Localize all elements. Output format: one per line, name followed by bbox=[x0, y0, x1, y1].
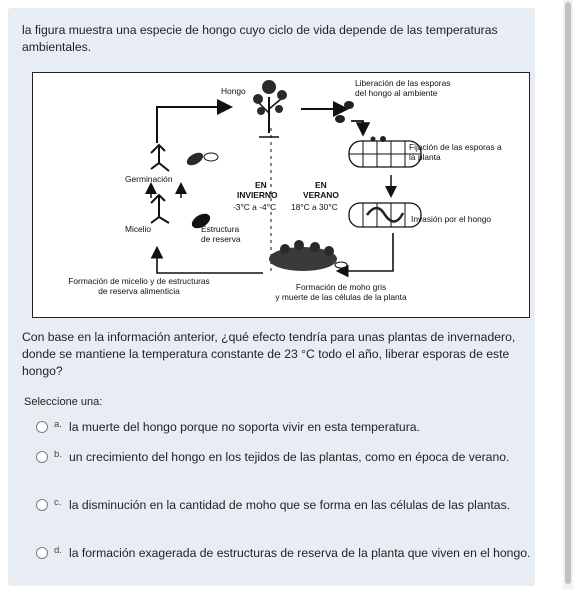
option-a-text: la muerte del hongo porque no soporta vivir en esta temperatura. bbox=[69, 420, 420, 434]
label-formacion-moho: Formación de moho gris bbox=[295, 282, 387, 292]
label-liberacion: Liberación de las esporas bbox=[355, 78, 451, 88]
cycle-arrow-bottom-left bbox=[157, 249, 263, 273]
label-estructura-2: de reserva bbox=[201, 234, 241, 244]
label-fijacion-2: la planta bbox=[409, 152, 441, 162]
label-invasion: Invasión por el hongo bbox=[411, 214, 492, 224]
label-formacion-micelio: Formación de micelio y de estructuras bbox=[68, 276, 210, 286]
select-one-label: Seleccione una: bbox=[24, 396, 103, 408]
option-b-radio[interactable] bbox=[36, 451, 48, 463]
option-d-letter: d. bbox=[54, 545, 62, 556]
option-d-text: la formación exagerada de estructuras de reserva de la planta que viven en el hongo. bbox=[69, 546, 531, 560]
option-b-letter: b. bbox=[54, 449, 62, 460]
option-d-radio[interactable] bbox=[36, 547, 48, 559]
option-c-radio[interactable] bbox=[36, 499, 48, 511]
cycle-arrow-top-left bbox=[157, 107, 229, 143]
label-invierno: INVIERNO bbox=[237, 190, 278, 200]
label-hongo: Hongo bbox=[221, 86, 246, 96]
label-micelio: Micelio bbox=[125, 224, 152, 234]
option-c-letter: c. bbox=[54, 497, 62, 508]
label-formacion-moho-2: y muerte de las células de la planta bbox=[275, 292, 407, 302]
label-temp-invierno: -3°C a -4°C bbox=[233, 202, 276, 212]
question-intro: la figura muestra una especie de hongo cuyo ciclo de vida depende de las temperaturas ambientales. bbox=[22, 23, 498, 54]
option-b-text: un crecimiento del hongo en los tejidos de las plantas, como en época de verano. bbox=[69, 450, 510, 464]
label-verano: VERANO bbox=[303, 190, 339, 200]
label-fijacion: Fijación de las esporas a bbox=[409, 142, 502, 152]
label-temp-verano: 18°C a 30°C bbox=[291, 202, 338, 212]
label-en-verano-en: EN bbox=[315, 180, 327, 190]
label-formacion-micelio-2: de reserva alimenticia bbox=[98, 286, 180, 296]
question-text: Con base en la información anterior, ¿qué efecto tendría para unas plantas de invernadero, donde se mantiene la temperatura constante de 23 °C todo el año, liberar esporas de este hongo? bbox=[22, 330, 516, 378]
question-card bbox=[8, 8, 535, 586]
mycelium-illustration bbox=[151, 145, 218, 231]
label-liberacion-2: del hongo al ambiente bbox=[355, 88, 438, 98]
option-c-text: la disminución en la cantidad de moho que se forma en las células de las plantas. bbox=[69, 498, 511, 512]
gray-mold-illustration bbox=[269, 240, 347, 271]
fungus-illustration bbox=[253, 80, 287, 137]
label-germinacion: Germinación bbox=[125, 174, 173, 184]
fungus-life-cycle-figure bbox=[32, 72, 530, 318]
label-en-invierno-en: EN bbox=[255, 180, 267, 190]
option-a-radio[interactable] bbox=[36, 421, 48, 433]
cycle-arrow-attach bbox=[351, 121, 363, 133]
scrollbar-thumb[interactable] bbox=[565, 2, 571, 584]
option-a-letter: a. bbox=[54, 419, 62, 430]
label-estructura: Estructura bbox=[201, 224, 240, 234]
